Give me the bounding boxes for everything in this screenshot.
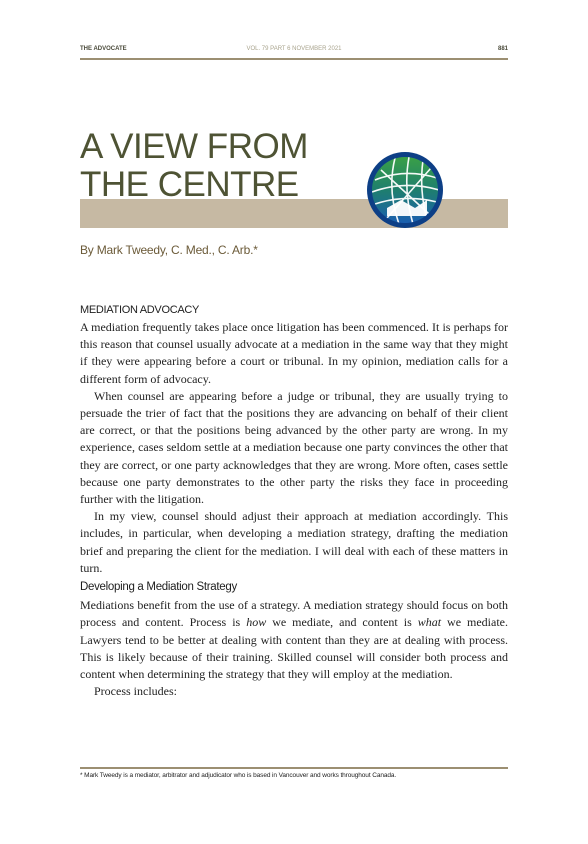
footnote: * Mark Tweedy is a mediator, arbitrator and adjudicator who is based in Vancouver and works throughout Canada. [80, 772, 397, 779]
globe-logo-icon [365, 150, 445, 230]
paragraph: When counsel are appearing before a judge or tribunal, they are usually trying to persuade the trier of fact that the positions they are advancing on behalf of their client are correct, or that the positions being advanced by the other party are wrong. In my experience, cases seldom settle at a mediation because one party convinces the other that they are correct, or one party acknowledges that they are wrong. More often, cases settle because one party demonstrates to the other party the risks they face in proceeding further with the litigation. [80, 388, 508, 507]
footnote-rule [80, 767, 508, 769]
title-line-1: A VIEW FROM [80, 127, 308, 166]
strategy-paragraph: Mediations benefit from the use of a strategy. A mediation strategy should focus on both process and content. Process is how we mediate, and content is what we mediate. Lawyers tend to be better at dealing with content than they are at dealing with process. This is likely because of their training. Skilled counsel will consider both process and content when determining the strategy that they will employ at the mediation. [80, 598, 508, 682]
header-rule [80, 58, 508, 60]
article-body [80, 319, 508, 700]
paragraph: In my view, counsel should adjust their approach at mediation accordingly. This includes, in particular, when developing a mediation strategy, drafting the mediation brief and preparing the client for the mediation. I will deal with each of these matters in turn. [80, 509, 508, 575]
page-number: 881 [497, 46, 508, 52]
process-line: Process includes: [94, 684, 177, 699]
byline: By Mark Tweedy, C. Med., C. Arb.* [80, 243, 258, 257]
page-title [80, 128, 308, 204]
title-line-2: THE CENTRE [80, 165, 299, 204]
subheading: Developing a Mediation Strategy [80, 581, 237, 594]
section-heading: MEDIATION ADVOCACY [80, 304, 200, 316]
paragraph: A mediation frequently takes place once litigation has been commenced. It is perhaps for this reason that counsel usually advocate at a mediation in the same way that they might if they were appearing before a court or tribunal. In my opinion, mediation calls for a different form of advocacy. [80, 320, 508, 386]
issue-info: VOL. 79 PART 6 NOVEMBER 2021 [246, 46, 342, 52]
running-head [80, 46, 508, 58]
journal-name: THE ADVOCATE [80, 46, 127, 52]
